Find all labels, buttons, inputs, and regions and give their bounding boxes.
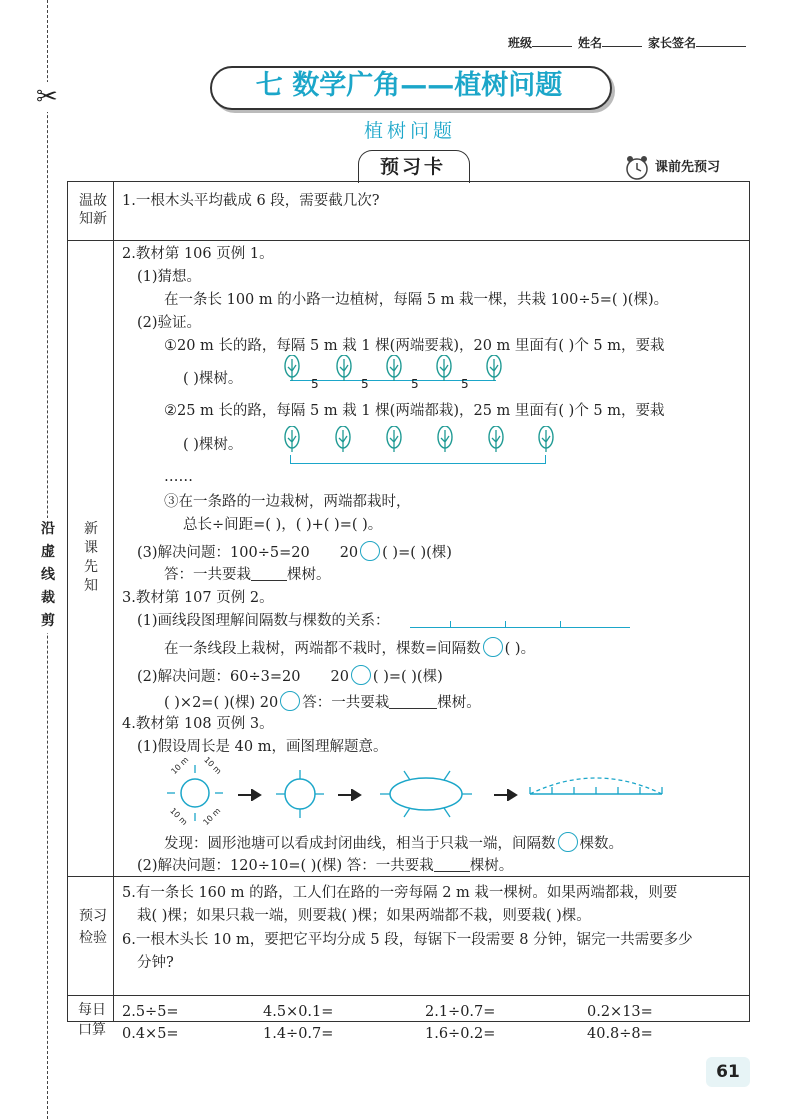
question-5-line1: 5.有一条长 160 m 的路，工人们在路的一旁每隔 2 m 栽一棵树。如果两端都栽，则要	[122, 885, 678, 901]
answer-prefix: 答：一共要栽	[302, 695, 390, 711]
answer-blank[interactable]	[434, 857, 470, 872]
answer-suffix: 棵树。	[287, 567, 331, 583]
calc-item: 0.2×13=	[587, 1004, 653, 1020]
q2-part1-text: 在一条长 100 m 的小路一边植树，每隔 5 m 栽一棵，共栽 100÷5=( )(棵)。	[164, 292, 669, 308]
segment-label: 5	[311, 377, 319, 391]
segment-line	[410, 627, 630, 628]
q2-check2-answer: ( )棵树。	[183, 437, 243, 453]
q3-part2-line2	[164, 691, 481, 712]
q4-part1: (1)假设周长是 40 m，画图理解题意。	[137, 739, 388, 755]
tree-icon	[488, 426, 504, 454]
parent-label: 家长签名	[648, 36, 697, 50]
question-1: 1.一根木头平均截成 6 段，需要截几次?	[122, 193, 380, 209]
q3-rule-blank: ( )。	[504, 641, 536, 657]
operator-circle[interactable]	[558, 832, 578, 852]
q2-answer	[164, 566, 331, 584]
card-title: 预习卡	[379, 156, 446, 178]
q4-finding	[164, 832, 623, 853]
section-label-char: 新	[84, 521, 98, 537]
operator-circle[interactable]	[351, 665, 371, 685]
preview-badge: 课前先预习	[655, 160, 721, 175]
side-char: 剪	[41, 613, 55, 629]
q2-check1-answer: ( )棵树。	[183, 371, 243, 387]
q2-check3: ③在一条路的一边栽树，两端都栽时，	[164, 494, 411, 510]
q3-multiply: ( )×2=( )(棵) 20	[164, 695, 279, 711]
segment-label: 5	[361, 377, 369, 391]
q3-part2-num: 20	[330, 669, 349, 685]
arrow-icon	[338, 786, 364, 798]
finding-text: 发现：圆形池塘可以看成封闭曲线，相当于只栽一端，间隔数	[164, 836, 556, 852]
finding-suffix: 棵数。	[579, 836, 623, 852]
section-daily	[72, 1000, 112, 1040]
q4-title: 4.教材第 108 页例 3。	[122, 716, 274, 732]
tree-icon	[336, 355, 352, 383]
calc-item: 1.6÷0.2=	[425, 1026, 496, 1042]
operator-circle[interactable]	[483, 637, 503, 657]
road-end	[290, 455, 291, 463]
q2-part2: (2)验证。	[137, 315, 202, 331]
side-char: 虚	[41, 544, 55, 560]
calc-item: 0.4×5=	[122, 1026, 179, 1042]
segment-tick	[560, 621, 561, 627]
calc-item: 2.5÷5=	[122, 1004, 179, 1020]
cut-instruction	[38, 518, 58, 633]
ellipsis: ……	[164, 469, 193, 485]
unit-label: 10 m	[201, 806, 223, 828]
tree-icon	[386, 426, 402, 454]
page-number: 61	[716, 1062, 740, 1082]
pond-diagram-2	[270, 766, 330, 822]
section-check	[75, 905, 111, 949]
q3-rule: 在一条线段上栽树，两端都不栽时，棵数=间隔数	[164, 641, 481, 657]
row-divider	[67, 876, 750, 877]
tree-icon	[538, 426, 554, 454]
q2-part3-result: ( )=( )(棵)	[382, 545, 452, 561]
section-label-line: 温故	[79, 193, 107, 209]
tree-icon	[437, 426, 453, 454]
scissors-icon: ✂	[36, 82, 58, 112]
unit-label: 10 m	[168, 806, 190, 828]
tree-icon	[335, 426, 351, 454]
q2-part3-text: (3)解决问题：100÷5=20	[137, 545, 310, 561]
q3-part2-text: (2)解决问题：60÷3=20	[137, 669, 301, 685]
page-title: 七 数学广角——植树问题	[255, 70, 563, 101]
q3-part2	[137, 665, 443, 686]
q2-check1: ①20 m 长的路，每隔 5 m 栽 1 棵(两端要栽)，20 m 里面有( )个 5 m，要栽	[164, 338, 665, 354]
section-label-line: 检验	[79, 930, 107, 946]
q3-title: 3.教材第 107 页例 2。	[122, 590, 274, 606]
parent-blank	[696, 34, 746, 47]
segment-label: 5	[461, 377, 469, 391]
label-column-divider	[113, 181, 114, 1022]
q2-check3-formula: 总长÷间距=( )，( )+( )=( )。	[183, 517, 383, 533]
calc-item: 2.1÷0.7=	[425, 1004, 496, 1020]
row-divider	[67, 240, 750, 241]
q2-check2: ②25 m 长的路，每隔 5 m 栽 1 棵(两端都栽)，25 m 里面有( )个 5 m，要栽	[164, 403, 665, 419]
section-label-line: 预习	[79, 908, 107, 924]
tree-icon	[486, 355, 502, 383]
side-char: 沿	[41, 521, 55, 537]
row-divider	[67, 995, 750, 996]
calc-item: 1.4÷0.7=	[263, 1026, 334, 1042]
question-6-line1: 6.一根木头长 10 m，要把它平均分成 5 段，每锯下一段需要 8 分钟，锯完一共需要多少	[122, 932, 693, 948]
question-5-line2: 栽( )棵；如果只栽一端，则要栽( )棵；如果两端都不栽，则要栽( )棵。	[137, 908, 591, 924]
segment-tick	[450, 621, 451, 627]
side-char: 线	[41, 567, 55, 583]
unit-label: 10 m	[169, 755, 191, 777]
line-diagram	[526, 768, 666, 800]
unit-label: 10 m	[202, 755, 224, 777]
section-label-line: 每日	[78, 1002, 106, 1018]
calc-item: 4.5×0.1=	[263, 1004, 334, 1020]
tree-icon	[436, 355, 452, 383]
header-fields	[508, 34, 746, 52]
operator-circle[interactable]	[280, 691, 300, 711]
section-new	[82, 520, 100, 596]
subtitle: 植树问题	[363, 120, 456, 142]
pond-diagram-1	[155, 755, 235, 835]
q3-part1-text	[164, 637, 535, 658]
q3-part1: (1)画线段图理解间隔数与棵数的关系：	[137, 613, 390, 629]
class-label: 班级	[508, 36, 533, 50]
section-label-line: 口算	[78, 1022, 106, 1038]
road-end	[545, 455, 546, 463]
tree-icon	[284, 426, 300, 454]
q3-part2-result: ( )=( )(棵)	[372, 669, 443, 685]
answer-suffix: 棵树。	[469, 858, 514, 874]
road-line-2	[290, 463, 546, 464]
tree-icon	[386, 355, 402, 383]
segment-label: 5	[411, 377, 419, 391]
q2-title: 2.教材第 106 页例 1。	[122, 246, 274, 262]
name-label: 姓名	[578, 36, 603, 50]
section-label-char: 知	[84, 578, 98, 594]
class-blank	[532, 34, 572, 47]
arrow-icon	[494, 786, 520, 798]
answer-blank[interactable]	[251, 566, 287, 581]
answer-prefix: 答：一共要栽	[164, 567, 251, 583]
section-review	[78, 192, 108, 228]
pond-diagram-3	[376, 766, 476, 822]
answer-suffix: 棵树。	[437, 695, 481, 711]
section-label-char: 先	[84, 559, 98, 575]
section-label-line: 知新	[79, 211, 107, 227]
q2-part1: (1)猜想。	[137, 269, 202, 285]
alarm-clock-icon	[623, 154, 651, 180]
arrow-icon	[238, 786, 264, 798]
q2-part3	[137, 541, 452, 562]
side-char: 裁	[41, 590, 55, 606]
section-label-char: 课	[84, 540, 98, 556]
q4-part2	[137, 857, 513, 875]
name-blank	[602, 34, 642, 47]
q2-part3-num: 20	[339, 545, 359, 561]
q4-part2-text: (2)解决问题：120÷10=( )(棵) 答：一共要栽	[137, 858, 434, 874]
segment-tick	[505, 621, 506, 627]
calc-item: 40.8÷8=	[587, 1026, 653, 1042]
answer-blank[interactable]	[389, 694, 437, 709]
operator-circle[interactable]	[360, 541, 380, 561]
tree-icon	[284, 355, 300, 383]
question-6-line2: 分钟?	[137, 955, 174, 971]
